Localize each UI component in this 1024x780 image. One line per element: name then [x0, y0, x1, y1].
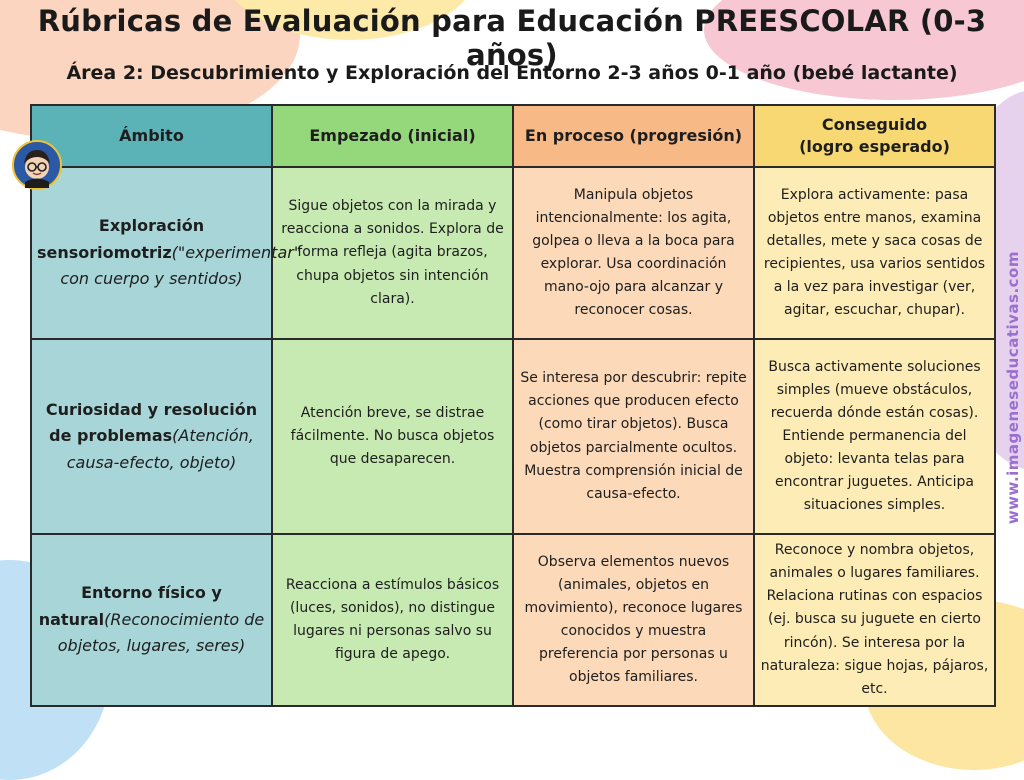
header-empezado: Empezado (inicial)	[272, 105, 513, 167]
en-proceso-cell: Observa elementos nuevos (animales, objetos en movimiento), reconoce lugares conocidos y muestra preferencia por personas u objetos familiares.	[513, 534, 754, 706]
conseguido-cell: Busca activamente soluciones simples (mueve obstáculos, recuerda dónde están cosas). Entiende permanencia del objeto: levanta telas para encontrar juguetes. Anticipa situaciones simples.	[754, 339, 995, 534]
page-title: Rúbricas de Evaluación para Educación PREESCOLAR (0-3 años)	[37, 4, 987, 72]
ambito-cell	[31, 339, 272, 534]
ambito-cell	[31, 534, 272, 706]
empezado-cell: Sigue objetos con la mirada y reacciona a sonidos. Explora de forma refleja (agita brazos, chupa objetos sin intención clara).	[272, 167, 513, 339]
ambito-name: Exploración sensoriomotriz	[37, 216, 205, 262]
header-conseguido-line1: Conseguido	[821, 115, 928, 135]
empezado-cell: Atención breve, se distrae fácilmente. No busca objetos que desaparecen.	[272, 339, 513, 534]
rubric-table	[30, 104, 996, 707]
header-conseguido	[754, 105, 995, 167]
watermark: www.imageneseducativas.com	[1004, 251, 1022, 525]
ambito-description: ("experimentar" con cuerpo y sentidos)	[60, 242, 302, 289]
empezado-cell: Reacciona a estímulos básicos (luces, sonidos), no distingue lugares ni personas salvo su figura de apego.	[272, 534, 513, 706]
conseguido-cell: Reconoce y nombra objetos, animales o lugares familiares. Relaciona rutinas con espacios (ej. busca su juguete en cierto rincón). Se interesa por la naturaleza: sigue hojas, pájaros, etc.	[754, 534, 995, 706]
header-ambito: Ámbito	[31, 105, 272, 167]
page-subtitle: Área 2: Descubrimiento y Exploración del Entorno 2-3 años 0-1 año (bebé lactante)	[66, 62, 958, 84]
en-proceso-cell: Se interesa por descubrir: repite acciones que producen efecto (como tirar objetos). Busca objetos parcialmente ocultos. Muestra comprensión inicial de causa-efecto.	[513, 339, 754, 534]
ambito-name: Entorno físico y natural	[38, 583, 222, 629]
header-en-proceso: En proceso (progresión)	[513, 105, 754, 167]
ambito-description: (Reconocimiento de objetos, lugares, seres)	[57, 609, 265, 656]
en-proceso-cell: Manipula objetos intencionalmente: los agita, golpea o lleva a la boca para explorar. Usa coordinación mano-ojo para alcanzar y reconocer cosas.	[513, 167, 754, 339]
header-row	[31, 105, 995, 167]
ambito-name: Curiosidad y resolución de problemas	[45, 399, 258, 446]
ambito-cell	[31, 167, 302, 339]
header-conseguido-line2: (logro esperado)	[799, 137, 950, 156]
child-avatar-icon	[12, 140, 62, 190]
table-row	[31, 339, 995, 534]
conseguido-cell: Explora activamente: pasa objetos entre manos, examina detalles, mete y saca cosas de recipientes, usa varios sentidos a la vez para investigar (ver, agitar, escuchar, chupar).	[754, 167, 995, 339]
ambito-description: (Atención, causa-efecto, objeto)	[66, 426, 254, 472]
table-row	[31, 167, 995, 339]
table-row	[31, 534, 995, 706]
